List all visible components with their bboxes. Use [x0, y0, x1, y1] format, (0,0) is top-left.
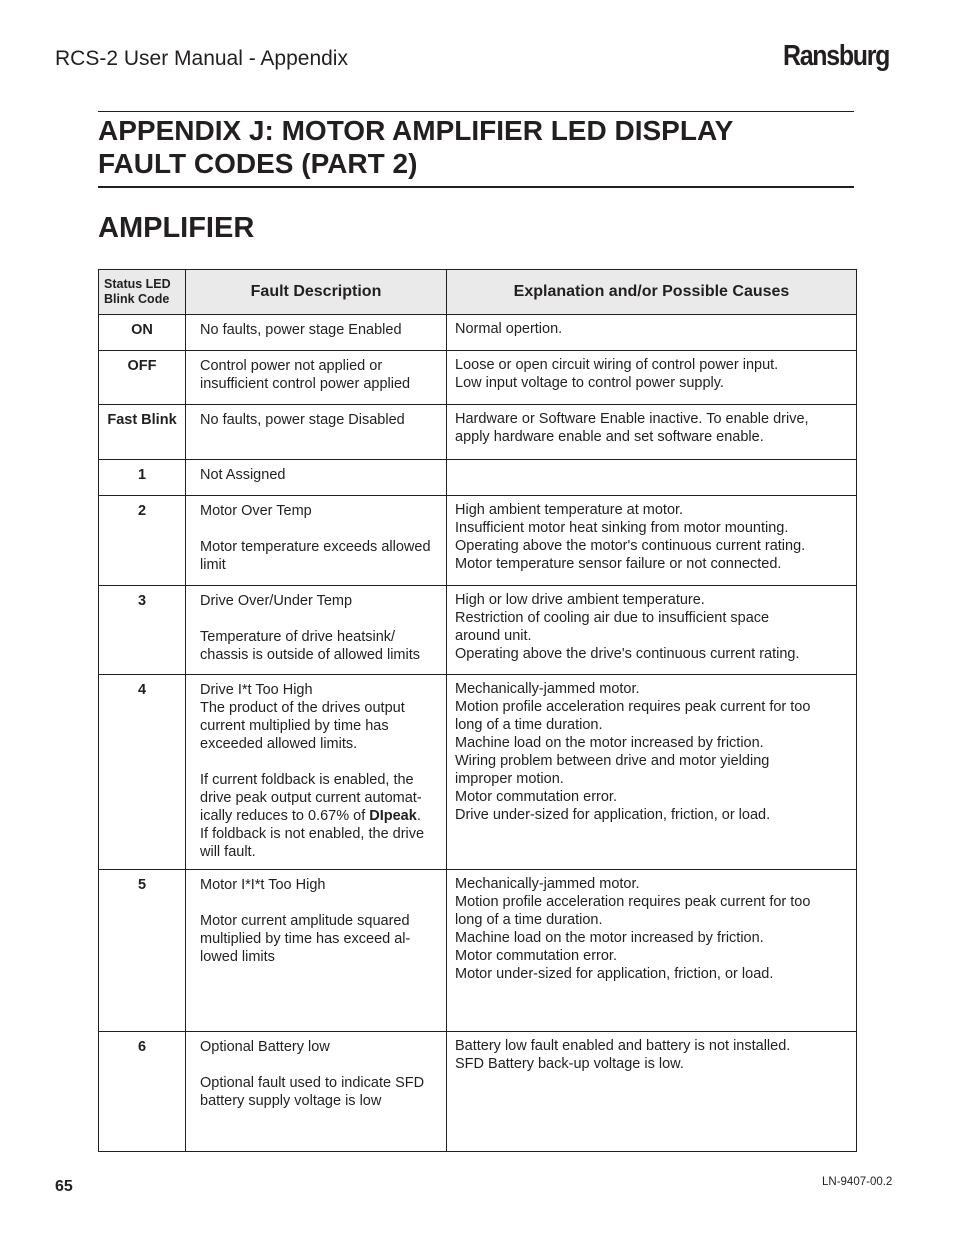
header-status-line1: Status LED [104, 277, 171, 291]
explanation-line: Motor temperature sensor failure or not connected. [455, 556, 782, 572]
fault-description-text: . [416, 808, 421, 824]
explanation-cell [447, 870, 857, 1032]
fault-description-text: The product of the drives output [200, 700, 405, 716]
blink-code-cell: 6 [99, 1032, 186, 1152]
fault-description-line [200, 411, 446, 429]
fault-description-paragraph [200, 411, 446, 429]
table-row [99, 496, 857, 586]
fault-description-text: Drive I*t Too High [200, 682, 313, 698]
fault-description-text: Not Assigned [200, 467, 286, 483]
fault-description-text: Motor current amplitude squared [200, 913, 410, 929]
fault-description-text: Temperature of drive heatsink/ [200, 629, 396, 645]
fault-description-line [200, 1074, 446, 1092]
page-number: 65 [55, 1178, 73, 1195]
explanation-line: Mechanically-jammed motor. [455, 876, 640, 892]
explanation-line: Hardware or Software Enable inactive. To enable drive, [455, 411, 809, 427]
table-row [99, 405, 857, 460]
fault-description-paragraph [200, 681, 446, 753]
appendix-title-line2: FAULT CODES (PART 2) [98, 148, 418, 179]
fault-description-line [200, 1092, 446, 1110]
fault-description-text: battery supply voltage is low [200, 1093, 382, 1109]
fault-description-cell [186, 586, 447, 675]
table-row [99, 315, 857, 351]
fault-description-line [200, 556, 446, 574]
fault-description-cell [186, 675, 447, 870]
fault-description-line [200, 717, 446, 735]
fault-description-line [200, 681, 446, 699]
fault-description-text: lowed limits [200, 949, 275, 965]
fault-description-line [200, 789, 446, 807]
fault-description-line [200, 502, 446, 520]
fault-description-text: Optional Battery low [200, 1039, 330, 1055]
fault-description-text: Optional fault used to indicate SFD [200, 1075, 425, 1091]
explanation-line: Mechanically-jammed motor. [455, 681, 640, 697]
explanation-line: SFD Battery back-up voltage is low. [455, 1056, 684, 1072]
fault-description-text: exceeded allowed limits. [200, 736, 358, 752]
header-fault-description: Fault Description [186, 270, 447, 315]
table-row [99, 460, 857, 496]
fault-description-text: Motor temperature exceeds allowed [200, 539, 431, 555]
table-row [99, 870, 857, 1032]
fault-description-line [200, 357, 446, 375]
fault-description-paragraph [200, 592, 446, 610]
fault-description-text: multiplied by time has exceed al- [200, 931, 411, 947]
explanation-line: Machine load on the motor increased by friction. [455, 735, 764, 751]
fault-description-text: Motor I*I*t Too High [200, 877, 326, 893]
blink-code-cell: 5 [99, 870, 186, 1032]
explanation-line: Wiring problem between drive and motor yielding [455, 753, 770, 769]
fault-description-line [200, 1038, 446, 1056]
blink-code-cell: Fast Blink [99, 405, 186, 460]
fault-description-line [200, 592, 446, 610]
explanation-line: around unit. [455, 628, 532, 644]
explanation-line: Insufficient motor heat sinking from motor mounting. [455, 520, 789, 536]
fault-description-text: current multiplied by time has [200, 718, 389, 734]
fault-description-line [200, 646, 446, 664]
blink-code-cell: 1 [99, 460, 186, 496]
fault-description-paragraph [200, 357, 446, 393]
explanation-cell [447, 675, 857, 870]
fault-description-cell [186, 405, 447, 460]
header-status-led [99, 270, 186, 315]
explanation-cell [447, 405, 857, 460]
fault-description-line [200, 930, 446, 948]
explanation-line: Drive under-sized for application, friction, or load. [455, 807, 771, 823]
document-number: LN-9407-00.2 [822, 1176, 893, 1188]
blink-code-cell: OFF [99, 351, 186, 405]
fault-description-paragraph [200, 628, 446, 664]
explanation-line: Motion profile acceleration requires peak current for too [455, 894, 811, 910]
fault-description-text: limit [200, 557, 226, 573]
explanation-line: Operating above the drive's continuous current rating. [455, 646, 800, 662]
blink-code-cell: 2 [99, 496, 186, 586]
explanation-cell [447, 1032, 857, 1152]
fault-description-paragraph [200, 502, 446, 520]
table-row [99, 586, 857, 675]
explanation-line: apply hardware enable and set software enable. [455, 429, 764, 445]
fault-description-text: chassis is outside of allowed limits [200, 647, 421, 663]
explanation-line: Restriction of cooling air due to insufficient space [455, 610, 770, 626]
explanation-line: Normal opertion. [455, 321, 563, 337]
fault-description-line: If foldback is not enabled, the drive [200, 826, 425, 842]
fault-description-text: Drive Over/Under Temp [200, 593, 353, 609]
fault-description-paragraph [200, 466, 446, 484]
fault-description-text: Motor Over Temp [200, 503, 312, 519]
explanation-cell [447, 315, 857, 351]
fault-description-cell [186, 315, 447, 351]
explanation-line: improper motion. [455, 771, 564, 787]
fault-description-line [200, 321, 446, 339]
explanation-cell [447, 351, 857, 405]
fault-description-paragraph [200, 538, 446, 574]
fault-description-text: ically reduces to 0.67% of [200, 808, 370, 824]
fault-description-paragraph [200, 912, 446, 966]
title-rule-top [98, 111, 854, 112]
explanation-line: long of a time duration. [455, 912, 603, 928]
appendix-title-line1: APPENDIX J: MOTOR AMPLIFIER LED DISPLAY [98, 115, 734, 146]
explanation-line: Operating above the motor's continuous current rating. [455, 538, 806, 554]
fault-description-paragraph [200, 1074, 446, 1110]
fault-description-paragraph [200, 876, 446, 894]
fault-description-paragraph [200, 321, 446, 339]
explanation-cell [447, 586, 857, 675]
table-row [99, 675, 857, 870]
fault-description-text: drive peak output current automat- [200, 790, 422, 806]
explanation-line: Battery low fault enabled and battery is not installed. [455, 1038, 791, 1054]
fault-description-cell [186, 351, 447, 405]
fault-description-cell [186, 460, 447, 496]
explanation-cell [447, 496, 857, 586]
blink-code-cell: ON [99, 315, 186, 351]
explanation-line: High or low drive ambient temperature. [455, 592, 705, 608]
fault-description-line [200, 735, 446, 753]
fault-description-cell [186, 496, 447, 586]
fault-description-text: insufficient control power applied [200, 376, 411, 392]
fault-description-line [200, 771, 446, 789]
table-row [99, 351, 857, 405]
blink-code-cell: 3 [99, 586, 186, 675]
blink-code-cell: 4 [99, 675, 186, 870]
fault-description-line [200, 912, 446, 930]
explanation-line: High ambient temperature at motor. [455, 502, 684, 518]
title-rule-bottom [98, 186, 854, 188]
table-row [99, 1032, 857, 1152]
fault-description-line [200, 466, 446, 484]
fault-description-line [200, 628, 446, 646]
header-explanation: Explanation and/or Possible Causes [447, 270, 857, 315]
explanation-line: Low input voltage to control power supply. [455, 375, 724, 391]
fault-description-paragraph [200, 771, 446, 861]
fault-code-table [98, 269, 857, 1152]
section-title: AMPLIFIER [98, 212, 255, 244]
explanation-cell [447, 460, 857, 496]
fault-description-cell [186, 870, 447, 1032]
brand-logo: Ransburg [783, 40, 890, 72]
fault-description-line [200, 876, 446, 894]
explanation-line: Motor commutation error. [455, 948, 617, 964]
explanation-line: Motor under-sized for application, friction, or load. [455, 966, 774, 982]
appendix-title [98, 114, 733, 180]
manual-title: RCS-2 User Manual - Appendix [55, 47, 348, 70]
fault-description-text: No faults, power stage Enabled [200, 322, 402, 338]
header-status-line2: Blink Code [104, 292, 170, 306]
fault-description-text: If current foldback is enabled, the [200, 772, 414, 788]
explanation-line: Loose or open circuit wiring of control power input. [455, 357, 779, 373]
explanation-line: Machine load on the motor increased by friction. [455, 930, 764, 946]
fault-description-line [200, 699, 446, 717]
fault-description-cell [186, 1032, 447, 1152]
fault-description-line [200, 948, 446, 966]
fault-description-text: Control power not applied or [200, 358, 383, 374]
explanation-line: long of a time duration. [455, 717, 603, 733]
explanation-line: Motion profile acceleration requires peak current for too [455, 699, 811, 715]
fault-description-text: No faults, power stage Disabled [200, 412, 405, 428]
fault-description-line [200, 375, 446, 393]
fault-description-line [200, 807, 446, 825]
table-header-row [99, 270, 857, 315]
parameter-name: DIpeak [369, 808, 417, 824]
explanation-line: Motor commutation error. [455, 789, 617, 805]
fault-description-line: will fault. [200, 844, 256, 860]
fault-description-line [200, 538, 446, 556]
fault-description-paragraph [200, 1038, 446, 1056]
